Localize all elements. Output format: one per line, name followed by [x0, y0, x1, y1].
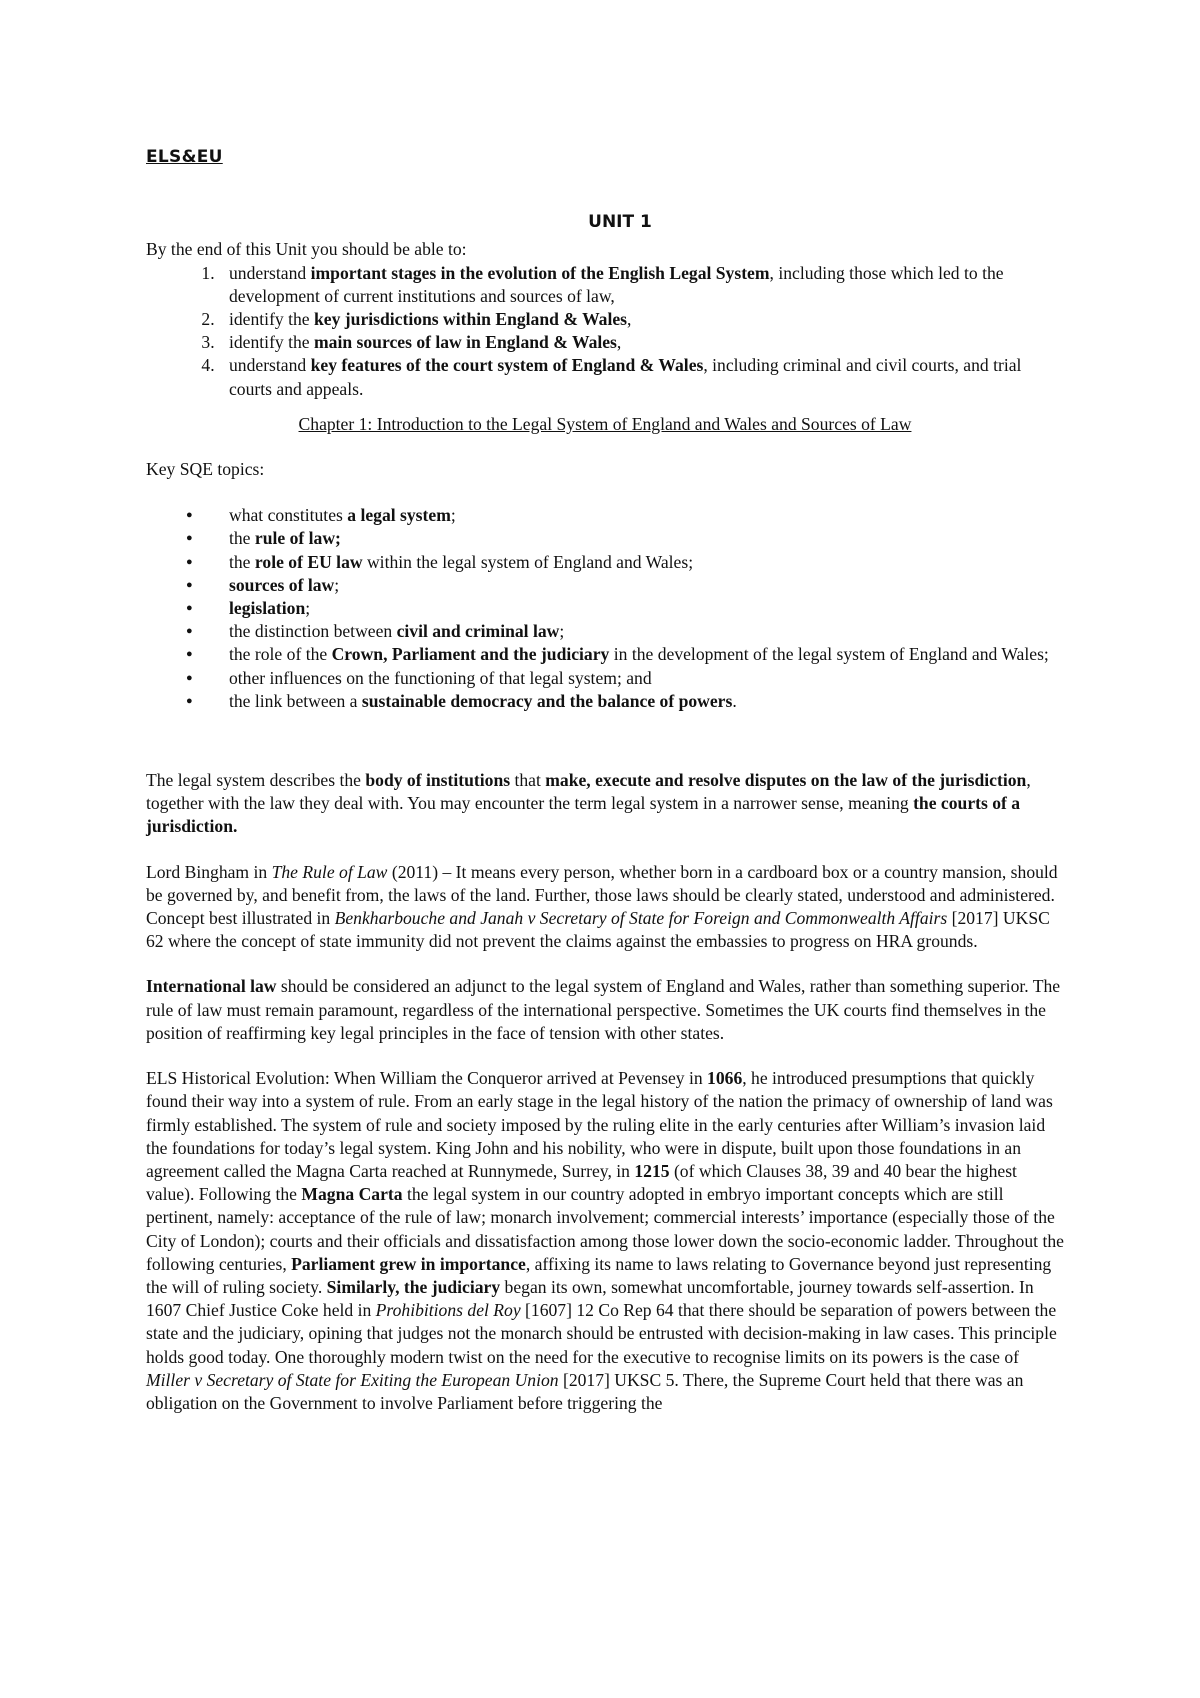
text-run: ELS Historical Evolution: When William the Conqueror arrived at Pevensey in: [146, 1068, 708, 1089]
italic-text-run: Benkharbouche and Janah v Secretary of State for Foreign and Commonwealth Affairs: [334, 908, 948, 929]
text-run: other influences on the functioning of that legal system; and: [229, 667, 652, 688]
text-run: ;: [305, 598, 311, 619]
bold-text-run: a legal system: [347, 505, 451, 526]
bold-text-run: role of EU law: [254, 551, 363, 572]
bold-text-run: Parliament grew in importance: [291, 1253, 526, 1274]
text-run: the role of the: [229, 644, 332, 665]
bold-text-run: rule of law;: [254, 528, 341, 549]
text-run: understand: [229, 262, 311, 283]
sqe-topic-item: [219, 620, 1064, 643]
unit-heading: UNIT 1: [588, 212, 652, 233]
objective-item: [219, 262, 1064, 308]
text-run: Lord Bingham in: [146, 861, 272, 882]
text-run: ;: [559, 621, 565, 642]
text-run: the: [229, 551, 255, 572]
bold-text-run: sustainable democracy and the balance of powers: [361, 690, 733, 711]
text-run: identify the: [229, 332, 315, 353]
text-run: ,: [616, 332, 622, 353]
bold-text-run: Similarly, the judiciary: [326, 1276, 501, 1297]
text-run: , including those which led to the development of current institutions and sources of law,: [229, 262, 1004, 306]
text-run: , he introduced presumptions that quickly found their way into a system of rule. From an early stage in the legal history of the nation the primacy of ownership of land was firmly established. The system of rule and society imposed by the ruling elite in the early centuries after William’s invasion laid the foundations for today’s legal system. King John and his nobility, who were in dispute, built upon those foundations in an agreement called the Magna Carta reached at Runnymede, Surrey, in: [146, 1068, 1053, 1181]
bold-text-run: the courts of a jurisdiction.: [146, 793, 1021, 837]
text-run: ,: [627, 309, 632, 330]
bold-text-run: civil and criminal law: [396, 621, 560, 642]
text-run: the legal system in our country adopted in embryo important concepts which are still pertinent, namely: acceptance of the rule of law; monarch involvement; commercial interests’ importance (especially those of the City of London); courts and their officials and dissatisfaction among those lower down the socio-economic ladder. Throughout the following centuries,: [146, 1184, 1064, 1274]
bold-text-run: main sources of law in England & Wales: [314, 332, 617, 353]
sqe-topic-item: [219, 643, 1064, 666]
bold-text-run: 1215: [634, 1160, 670, 1181]
sqe-topic-item: [219, 551, 1064, 574]
text-run: [2017] UKSC 5. There, the Supreme Court held that there was an obligation on the Government to involve Parliament before triggering the: [146, 1369, 1024, 1413]
objective-item: [219, 354, 1064, 400]
learning-objectives-list: [146, 262, 1064, 401]
international-law-paragraph: [146, 975, 1064, 1045]
bold-text-run: key jurisdictions within England & Wales: [314, 309, 628, 330]
chapter-heading: Chapter 1: Introduction to the Legal System of England and Wales and Sources of Law: [298, 413, 912, 434]
sqe-topic-item: [219, 527, 1064, 550]
bold-text-run: International law: [146, 976, 277, 997]
text-run: understand: [229, 355, 311, 376]
bold-text-run: sources of law: [229, 574, 335, 595]
sqe-topics-list: [146, 504, 1064, 713]
sqe-topic-item: [219, 574, 1064, 597]
text-run: the link between a: [229, 690, 362, 711]
text-run: should be considered an adjunct to the legal system of England and Wales, rather than something superior. The rule of law must remain paramount, regardless of the international perspective. Sometimes the UK courts find themselves in the position of reaffirming key legal principles in the face of tension with other states.: [146, 976, 1061, 1043]
unit-intro: By the end of this Unit you should be able to:: [146, 239, 467, 260]
sqe-topic-item: [219, 690, 1064, 713]
text-run: identify the: [229, 309, 315, 330]
objective-item: [219, 331, 1064, 354]
bold-text-run: key features of the court system of England & Wales: [310, 355, 704, 376]
bold-text-run: important stages in the evolution of the English Legal System: [310, 262, 770, 283]
bold-text-run: 1066: [707, 1068, 743, 1089]
text-run: the distinction between: [229, 621, 397, 642]
objective-item: [219, 308, 1064, 331]
document-title: ELS&EU: [146, 147, 223, 167]
text-run: within the legal system of England and Wales;: [362, 551, 694, 572]
text-run: , including criminal and civil courts, and trial courts and appeals.: [229, 355, 1022, 399]
bold-text-run: body of institutions: [365, 770, 511, 791]
text-run: ;: [334, 574, 340, 595]
text-run: , together with the law they deal with. You may encounter the term legal system in a narrower sense, meaning: [146, 770, 1031, 814]
text-run: [2017] UKSC 62 where the concept of state immunity did not prevent the claims against the embassies to progress on HRA grounds.: [146, 908, 1050, 952]
text-run: ;: [450, 505, 456, 526]
text-run: began its own, somewhat uncomfortable, journey towards self-assertion. In 1607 Chief Justice Coke held in: [146, 1276, 1034, 1321]
bold-text-run: Magna Carta: [301, 1184, 403, 1205]
text-run: (2011) – It means every person, whether born in a cardboard box or a country mansion, should be governed by, and benefit from, the laws of the land. Further, those laws should be clearly stated, understood and administered. Concept best illustrated in: [146, 861, 1058, 929]
bold-text-run: make, execute and resolve disputes on the law of the jurisdiction: [545, 770, 1027, 791]
text-run: [1607] 12 Co Rep 64 that there should be separation of powers between the state and the judiciary, opining that judges not the monarch should be entrusted with decision-making in law cases. This principle holds good today. One thoroughly modern twist on the need for the executive to recognise limits on its powers is the case of: [146, 1300, 1057, 1367]
italic-text-run: Miller v Secretary of State for Exiting the European Union: [146, 1369, 559, 1390]
text-run: in the development of the legal system of England and Wales;: [609, 644, 1049, 665]
text-run: The legal system describes the: [146, 770, 366, 791]
sqe-topic-item: [219, 597, 1064, 620]
bold-text-run: Crown, Parliament and the judiciary: [331, 644, 610, 665]
legal-system-paragraph: [146, 769, 1064, 839]
document-body: [146, 146, 1064, 1415]
sqe-topics-label: Key SQE topics:: [146, 459, 265, 480]
text-run: what constitutes: [229, 505, 348, 526]
text-run: the: [229, 528, 255, 549]
sqe-topic-item: [219, 504, 1064, 527]
italic-text-run: The Rule of Law: [271, 861, 388, 882]
historical-evolution-paragraph: [146, 1067, 1064, 1415]
text-run: .: [732, 690, 737, 711]
text-run: that: [510, 770, 546, 791]
text-run: (of which Clauses 38, 39 and 40 bear the highest value). Following the: [146, 1160, 1017, 1205]
italic-text-run: Prohibitions del Roy: [375, 1300, 521, 1321]
sqe-topic-item: [219, 667, 1064, 690]
rule-of-law-paragraph: [146, 861, 1064, 954]
bold-text-run: legislation: [229, 598, 306, 619]
text-run: , affixing its name to laws relating to Governance beyond just representing the will of ruling society.: [146, 1253, 1052, 1297]
